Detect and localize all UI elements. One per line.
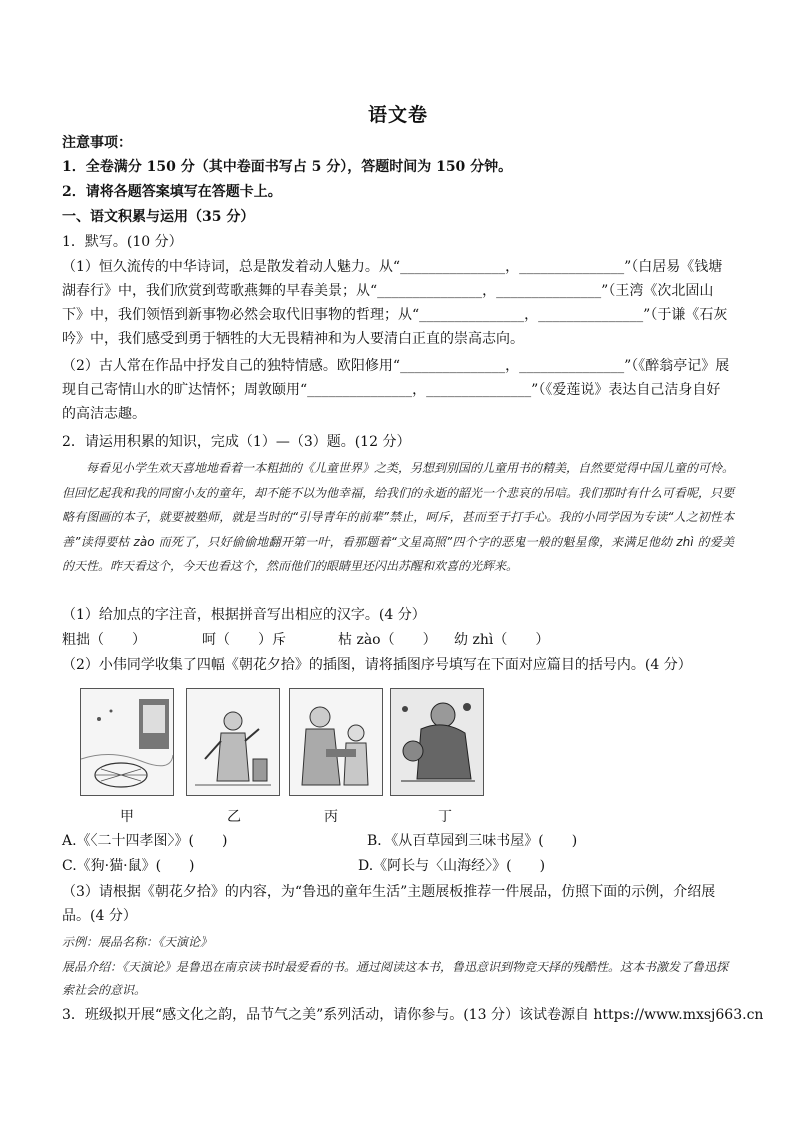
option-a: A.《〈二十四孝图〉》( ) (62, 833, 228, 849)
question-1-part-2: （2）古人常在作品中抒发自己的独特情感。欧阳修用“_______________，_______________”（《醉翁亭记》展现自己寄情山水的旷达情怀；周敦颐用“_______________，_______________”（《爱莲说》表达自己洁身自好的高洁志趣。 (62, 358, 730, 422)
question-2-title: 2．请运用积累的知识，完成（1）—（3）题。(12 分） (62, 434, 411, 450)
figure-label-yi: 乙 (227, 809, 241, 825)
illustration-jia (80, 688, 174, 796)
illustration-jia-drawing (81, 689, 173, 795)
figure-label-ding: 丁 (438, 809, 452, 825)
subquestion-2-title: （2）小伟同学收集了四幅《朝花夕拾》的插图，请将插图序号填写在下面对应篇目的括号内。(4 分） (62, 657, 692, 673)
question-1-part-1: （1）恒久流传的中华诗词，总是散发着动人魅力。从“_______________，_______________”（白居易《钱塘湖春行》中，我们欣赏到莺歌燕舞的早春美景；从“_______________，_______________”（王湾《次北固山下》中，我们领悟到新事物必然会取代旧事物的哲理；从“_______________，_______________”（于谦《石灰吟》中，我们感受到勇于牺牲的大无畏精神和为人要清白正直的崇高志向。 (62, 259, 728, 347)
illustration-yi-drawing (187, 689, 279, 795)
figure-label-bing: 丙 (324, 809, 338, 825)
page-title: 语文卷 (367, 104, 428, 126)
figure-label-jia: 甲 (120, 809, 134, 825)
pinyin-item-3: 枯 zào（ ） (338, 632, 437, 648)
subquestion-3-title: （3）请根据《朝花夕拾》的内容，为“鲁迅的童年生活”主题展板推荐一件展品，仿照下面的示例，介绍展品。(4 分） (62, 884, 716, 924)
reading-passage-text: 每看见小学生欢天喜地地看着一本粗拙的《儿童世界》之类，另想到别国的儿童用书的精美，自然要觉得中国儿童的可怜。但回忆起我和我的同窗小友的童年，却不能不以为他幸福，给我们的永逝的韶光一个悲哀的吊唁。我们那时有什么可看呢，只要略有图画的本子，就要被塾师，就是当时的“引导青年的前辈”禁止，呵斥，甚而至于打手心。我的小同学因为专读“人之初性本善”读得要枯 zào 而死了，只好偷偷地翻开第一叶，看那题着“文星高照”四个字的恶鬼一般的魁星像，来满足他幼 zhì 的爱美的天性。昨天看这个，今天也看这个，然而他们的眼睛里还闪出苏醒和欢喜的光辉来。 (62, 461, 735, 574)
option-b: B．《从百草园到三味书屋》( ) (367, 833, 578, 849)
reading-passage (62, 456, 734, 579)
illustration-ding-drawing (391, 689, 483, 795)
pinyin-item-4: 幼 zhì（ ） (454, 632, 550, 648)
question-1-title: 1．默写。(10 分） (62, 234, 183, 250)
pinyin-item-2: 呵（ ）斥 (202, 632, 286, 648)
question-3-title: 3．班级拟开展“感文化之韵，品节气之美”系列活动，请你参与。(13 分）该试卷源自 https://www.mxsj663.cn (62, 1007, 764, 1023)
illustration-bing (289, 688, 383, 796)
example-name: 示例：展品名称：《天演论》 (62, 935, 213, 949)
illustration-yi (186, 688, 280, 796)
pinyin-item-1: 粗拙（ ） (62, 632, 146, 648)
option-d: D.《阿长与〈山海经〉》( ) (358, 858, 546, 874)
subquestion-1-title: （1）给加点的字注音，根据拼音写出相应的汉字。(4 分） (62, 607, 426, 623)
example-intro: 展品介绍：《天演论》是鲁迅在南京读书时最爱看的书。通过阅读这本书，鲁迅意识到物竞天择的残酷性。这本书激发了鲁迅探索社会的意识。 (62, 960, 729, 997)
section-heading: 一、语文积累与运用（35 分） (62, 209, 255, 225)
illustration-bing-drawing (290, 689, 382, 795)
notice-heading: 注意事项： (62, 135, 132, 151)
notice-item-2: 2．请将各题答案填写在答题卡上。 (62, 184, 282, 200)
notice-item-1: 1．全卷满分 150 分（其中卷面书写占 5 分），答题时间为 150 分钟。 (62, 159, 513, 175)
illustration-ding (390, 688, 484, 796)
option-c: C.《狗·猫·鼠》( ) (62, 858, 195, 874)
